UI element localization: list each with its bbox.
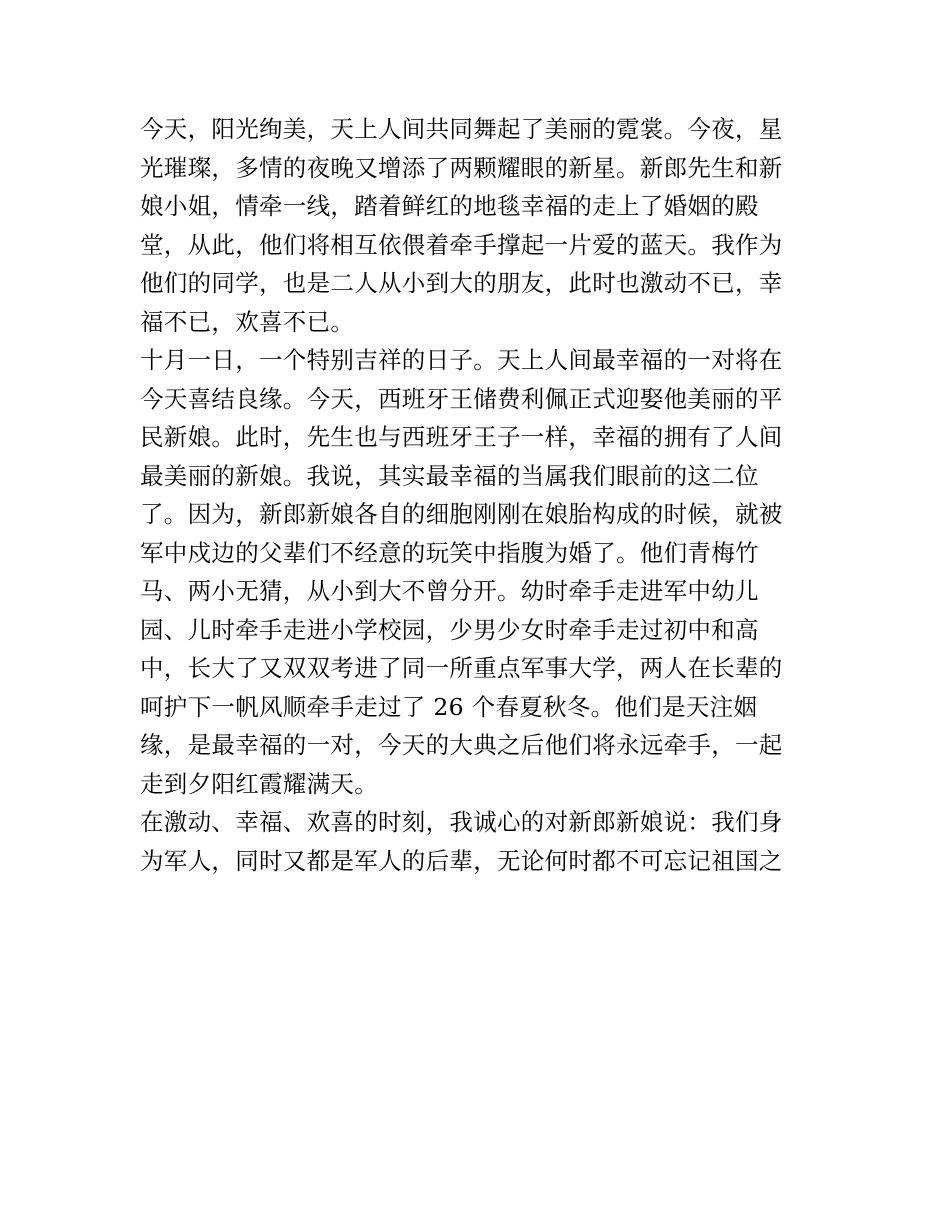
paragraph-2: [140, 341, 812, 803]
document-body: [140, 110, 812, 880]
text-line: 光璀璨，多情的夜晚又增添了两颗耀眼的新星。新郎先生和新: [140, 153, 783, 182]
text-line: 福不已，欢喜不已。: [140, 307, 355, 336]
text-line: 今天，阳光绚美，天上人间共同舞起了美丽的霓裳。今夜，星: [140, 115, 783, 143]
text-line: 最美丽的新娘。我说，其实最幸福的当属我们眼前的这二位: [140, 461, 759, 490]
text-line: 走到夕阳红霞耀满天。: [140, 769, 378, 798]
text-line: 民新娘。此时，先生也与西班牙王子一样，幸福的拥有了人间: [140, 423, 783, 451]
text-line: 呵护下一帆风顺牵手走过了 26 个春夏秋冬。他们是天注姻: [140, 692, 758, 721]
text-line: 娘小姐，情牵一线，踏着鲜红的地毯幸福的走上了婚姻的殿: [140, 192, 759, 220]
text-line: 了。因为，新郎新娘各自的细胞刚刚在娘胎构成的时候，就被: [140, 500, 783, 528]
paragraph-3: [140, 803, 812, 880]
text-line: 今天喜结良缘。今天，西班牙王储费利佩正式迎娶他美丽的平: [140, 384, 783, 413]
text-line: 为军人，同时又都是军人的后辈，无论何时都不可忘记祖国之: [140, 846, 783, 875]
paragraph-1: [140, 110, 812, 341]
text-line: 园、儿时牵手走进小学校园，少男少女时牵手走过初中和高: [140, 615, 759, 644]
text-line: 缘，是最幸福的一对，今天的大典之后他们将永远牵手，一起: [140, 731, 783, 759]
text-line: 军中戍边的父辈们不经意的玩笑中指腹为婚了。他们青梅竹: [140, 538, 759, 567]
text-line: 中，长大了又双双考进了同一所重点军事大学，两人在长辈的: [140, 654, 783, 682]
text-line: 马、两小无猜，从小到大不曾分开。幼时牵手走进军中幼儿: [140, 577, 759, 605]
text-line: 他们的同学，也是二人从小到大的朋友，此时也激动不已，幸: [140, 269, 783, 297]
text-line: 在激动、幸福、欢喜的时刻，我诚心的对新郎新娘说：我们身: [140, 808, 783, 836]
text-line: 十月一日，一个特别吉祥的日子。天上人间最幸福的一对将在: [140, 346, 783, 374]
text-line: 堂，从此，他们将相互依偎着牵手撑起一片爱的蓝天。我作为: [140, 230, 783, 259]
